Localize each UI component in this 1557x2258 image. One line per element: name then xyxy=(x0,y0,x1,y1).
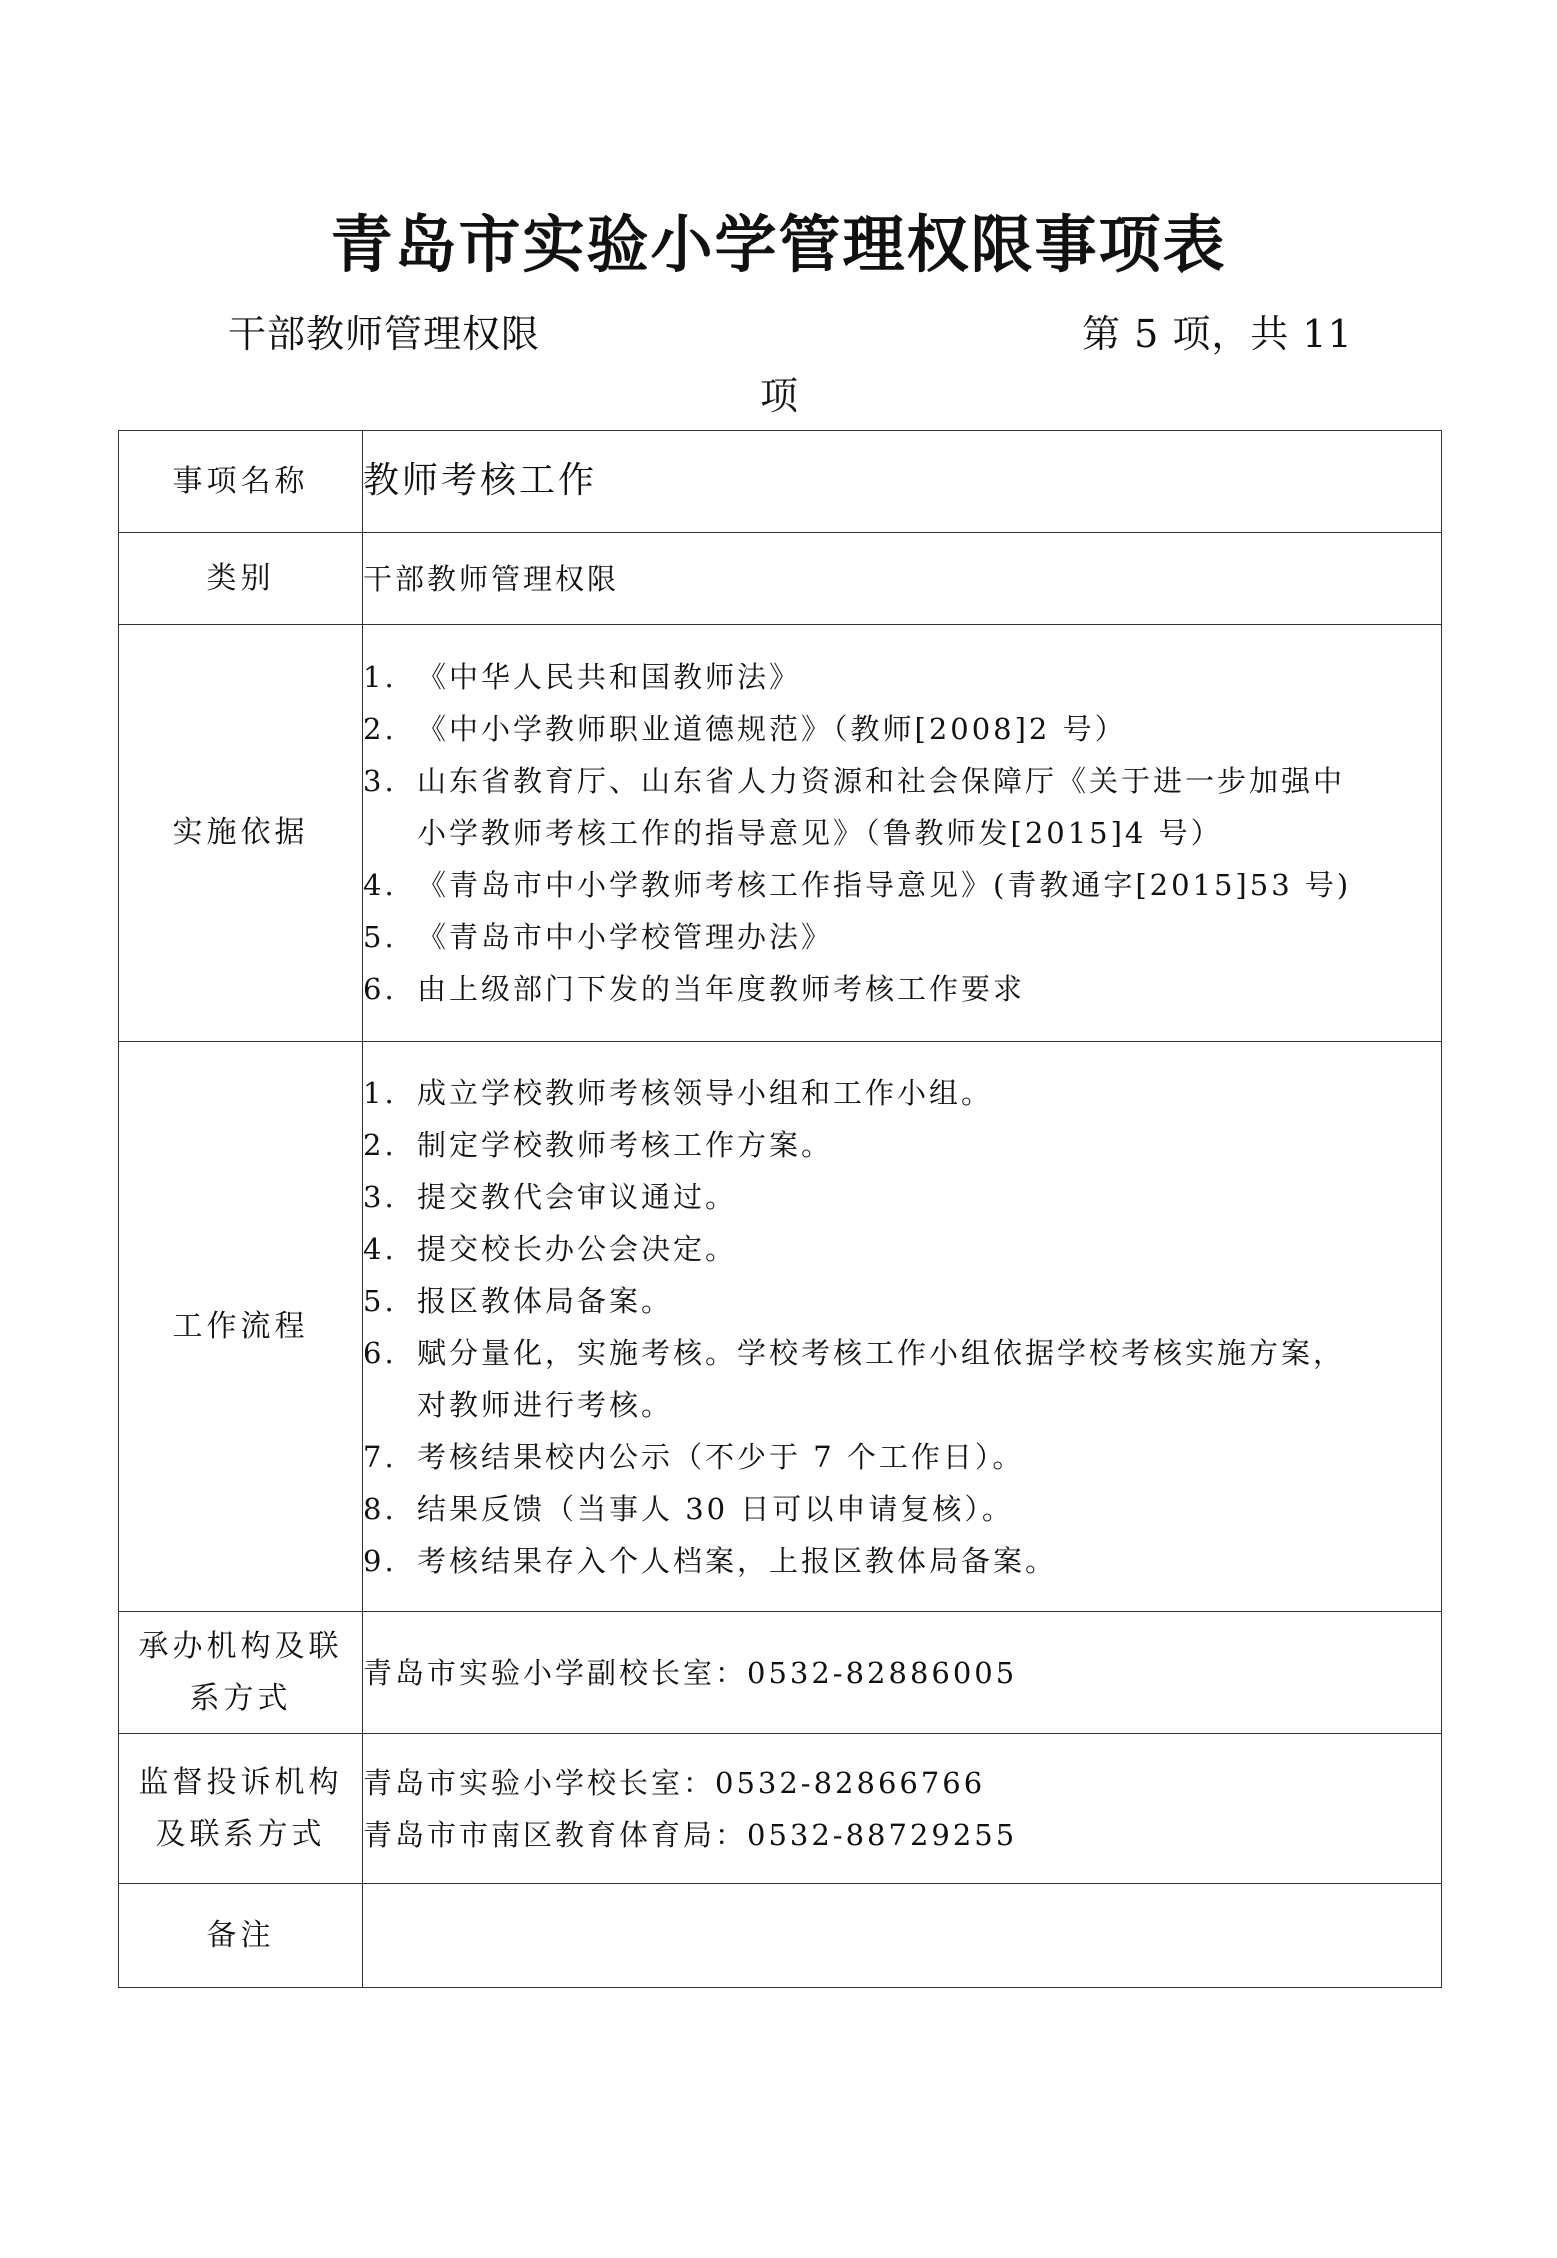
matters-table xyxy=(118,430,1442,1988)
label-handler xyxy=(119,1612,363,1734)
list-item: 2. 制定学校教师考核工作方案。 xyxy=(363,1127,834,1162)
row-remarks xyxy=(119,1884,1442,1988)
list-item: 9. 考核结果存入个人档案，上报区教体局备案。 xyxy=(363,1543,1058,1578)
value-process xyxy=(363,1042,1442,1612)
list-item: 7. 考核结果校内公示（不少于 7 个工作日）。 xyxy=(363,1439,1025,1474)
label-supervision xyxy=(119,1734,363,1884)
label-handler-line2: 系方式 xyxy=(189,1680,292,1716)
list-item: 1. 《中华人民共和国教师法》 xyxy=(363,660,802,694)
row-category xyxy=(119,533,1442,625)
value-name-text: 教师考核工作 xyxy=(363,460,598,501)
page-title: 青岛市实验小学管理权限事项表 xyxy=(330,208,1227,281)
label-handler-line1: 承办机构及联 xyxy=(138,1628,343,1664)
value-handler: 青岛市实验小学副校长室：0532-82886005 xyxy=(363,1612,1442,1734)
list-item: 3. 提交教代会审议通过。 xyxy=(363,1179,738,1214)
label-name: 事项名称 xyxy=(119,431,363,533)
item-number-wrap: 项 xyxy=(760,374,799,418)
label-supervision-line1: 监督投诉机构 xyxy=(138,1764,343,1800)
list-item: 5. 报区教体局备案。 xyxy=(363,1283,674,1318)
row-name xyxy=(119,431,1442,533)
list-item: 4. 《青岛市中小学教师考核工作指导意见》(青教通字[2015]53 号) xyxy=(363,868,1352,902)
row-supervision xyxy=(119,1734,1442,1884)
list-item: 5. 《青岛市中小学校管理办法》 xyxy=(363,920,834,954)
list-item: 2. 《中小学教师职业道德规范》（教师[2008]2 号） xyxy=(363,712,1127,746)
value-basis xyxy=(363,625,1442,1042)
supervision-contact-district: 青岛市市南区教育体育局：0532-88729255 xyxy=(363,1817,1018,1852)
label-remarks: 备注 xyxy=(119,1884,363,1988)
list-item: 6. 赋分量化，实施考核。学校考核工作小组依据学校考核实施方案， xyxy=(363,1335,1346,1370)
list-item: 4. 提交校长办公会决定。 xyxy=(363,1231,738,1266)
list-item-continued: 对教师进行考核。 xyxy=(417,1387,674,1422)
label-category: 类别 xyxy=(119,533,363,625)
list-item: 1. 成立学校教师考核领导小组和工作小组。 xyxy=(363,1075,994,1110)
list-item: 3. 山东省教育厅、山东省人力资源和社会保障厅《关于进一步加强中 xyxy=(363,764,1346,798)
row-basis xyxy=(119,625,1442,1042)
row-handler xyxy=(119,1612,1442,1734)
label-process: 工作流程 xyxy=(119,1042,363,1612)
value-category: 干部教师管理权限 xyxy=(363,533,1442,625)
value-name xyxy=(363,431,1442,533)
list-item: 6. 由上级部门下发的当年度教师考核工作要求 xyxy=(363,972,1026,1006)
row-process xyxy=(119,1042,1442,1612)
item-number: 第 5 项，共 11 xyxy=(1082,312,1353,356)
value-remarks xyxy=(363,1884,1442,1988)
supervision-contact-school: 青岛市实验小学校长室：0532-82866766 xyxy=(363,1765,986,1800)
list-item-continued: 小学教师考核工作的指导意见》（鲁教师发[2015]4 号） xyxy=(417,816,1223,850)
label-basis: 实施依据 xyxy=(119,625,363,1042)
value-supervision xyxy=(363,1734,1442,1884)
label-supervision-line2: 及联系方式 xyxy=(155,1816,326,1852)
list-item: 8. 结果反馈（当事人 30 日可以申请复核）。 xyxy=(363,1491,1014,1526)
category-heading: 干部教师管理权限 xyxy=(228,312,541,356)
